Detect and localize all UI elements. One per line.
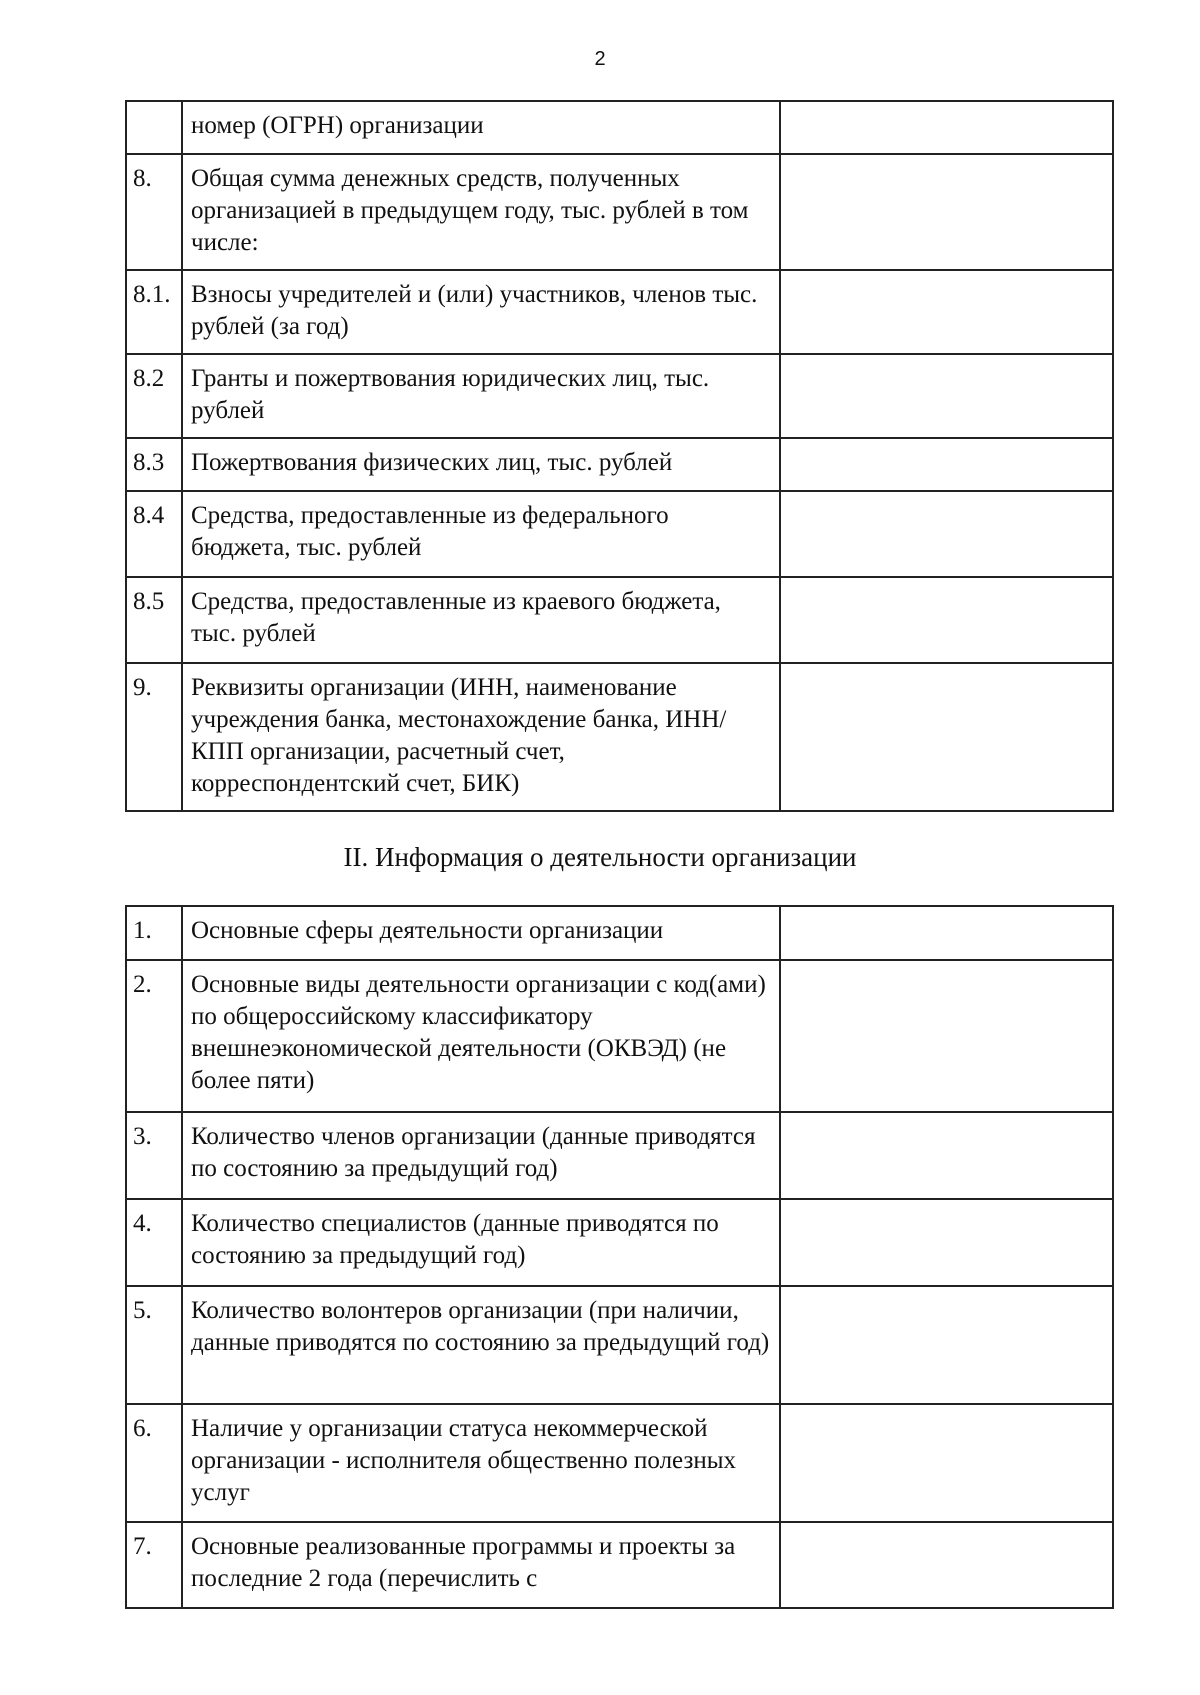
table-row xyxy=(126,1286,1113,1404)
row-description: Общая сумма денежных средств, полученных организацией в предыдущем году, тыс. рублей в том числе: xyxy=(182,154,780,270)
table-row xyxy=(126,1522,1113,1608)
table-row xyxy=(126,154,1113,270)
row-value-cell[interactable] xyxy=(780,906,1113,960)
row-value-cell[interactable] xyxy=(780,438,1113,491)
row-number: 8.1. xyxy=(126,270,182,354)
row-description: Средства, предоставленные из краевого бюджета, тыс. рублей xyxy=(182,577,780,663)
table-row xyxy=(126,354,1113,438)
row-description: Наличие у организации статуса некоммерческой организации - исполнителя общественно полезных услуг xyxy=(182,1404,780,1522)
row-value-cell[interactable] xyxy=(780,354,1113,438)
row-description: Количество членов организации (данные приводятся по состоянию за предыдущий год) xyxy=(182,1112,780,1199)
row-value-cell[interactable] xyxy=(780,154,1113,270)
row-value-cell[interactable] xyxy=(780,960,1113,1112)
row-number: 8.5 xyxy=(126,577,182,663)
row-description: Пожертвования физических лиц, тыс. рублей xyxy=(182,438,780,491)
row-description: Основные виды деятельности организации с код(ами) по общероссийскому классификатору внешнеэкономической деятельности (ОКВЭД) (не более пяти) xyxy=(182,960,780,1112)
row-description: Гранты и пожертвования юридических лиц, тыс. рублей xyxy=(182,354,780,438)
organization-info-table xyxy=(125,100,1114,812)
row-value-cell[interactable] xyxy=(780,270,1113,354)
row-number: 6. xyxy=(126,1404,182,1522)
row-value-cell[interactable] xyxy=(780,1112,1113,1199)
row-number: 7. xyxy=(126,1522,182,1608)
table-row xyxy=(126,906,1113,960)
row-value-cell[interactable] xyxy=(780,577,1113,663)
row-value-cell[interactable] xyxy=(780,1199,1113,1286)
row-description: Основные сферы деятельности организации xyxy=(182,906,780,960)
page-number: 2 xyxy=(594,48,606,70)
row-value-cell[interactable] xyxy=(780,101,1113,154)
activity-info-table xyxy=(125,905,1114,1609)
row-value-cell[interactable] xyxy=(780,1404,1113,1522)
row-number: 8.4 xyxy=(126,491,182,577)
row-description: Основные реализованные программы и проекты за последние 2 года (перечислить с xyxy=(182,1522,780,1608)
row-number: 4. xyxy=(126,1199,182,1286)
row-number: 8.2 xyxy=(126,354,182,438)
row-value-cell[interactable] xyxy=(780,491,1113,577)
table-row xyxy=(126,960,1113,1112)
table-row xyxy=(126,577,1113,663)
row-description: номер (ОГРН) организации xyxy=(182,101,780,154)
row-number: 9. xyxy=(126,663,182,811)
table-row xyxy=(126,101,1113,154)
row-number xyxy=(126,101,182,154)
row-value-cell[interactable] xyxy=(780,1286,1113,1404)
table-row xyxy=(126,491,1113,577)
row-description: Реквизиты организации (ИНН, наименование учреждения банка, местонахождение банка, ИНН/КПП организации, расчетный счет, корреспондентский счет, БИК) xyxy=(182,663,780,811)
row-number: 3. xyxy=(126,1112,182,1199)
row-description: Количество волонтеров организации (при наличии, данные приводятся по состоянию за предыдущий год) xyxy=(182,1286,780,1404)
row-value-cell[interactable] xyxy=(780,663,1113,811)
row-number: 5. xyxy=(126,1286,182,1404)
row-number: 8.3 xyxy=(126,438,182,491)
table-row xyxy=(126,663,1113,811)
row-number: 8. xyxy=(126,154,182,270)
section-title: II. Информация о деятельности организации xyxy=(343,842,857,872)
row-number: 2. xyxy=(126,960,182,1112)
row-value-cell[interactable] xyxy=(780,1522,1113,1608)
table-row xyxy=(126,438,1113,491)
table-row xyxy=(126,270,1113,354)
row-description: Взносы учредителей и (или) участников, членов тыс. рублей (за год) xyxy=(182,270,780,354)
row-description: Средства, предоставленные из федерального бюджета, тыс. рублей xyxy=(182,491,780,577)
table-row xyxy=(126,1404,1113,1522)
table-row xyxy=(126,1112,1113,1199)
table-row xyxy=(126,1199,1113,1286)
row-description: Количество специалистов (данные приводятся по состоянию за предыдущий год) xyxy=(182,1199,780,1286)
row-number: 1. xyxy=(126,906,182,960)
